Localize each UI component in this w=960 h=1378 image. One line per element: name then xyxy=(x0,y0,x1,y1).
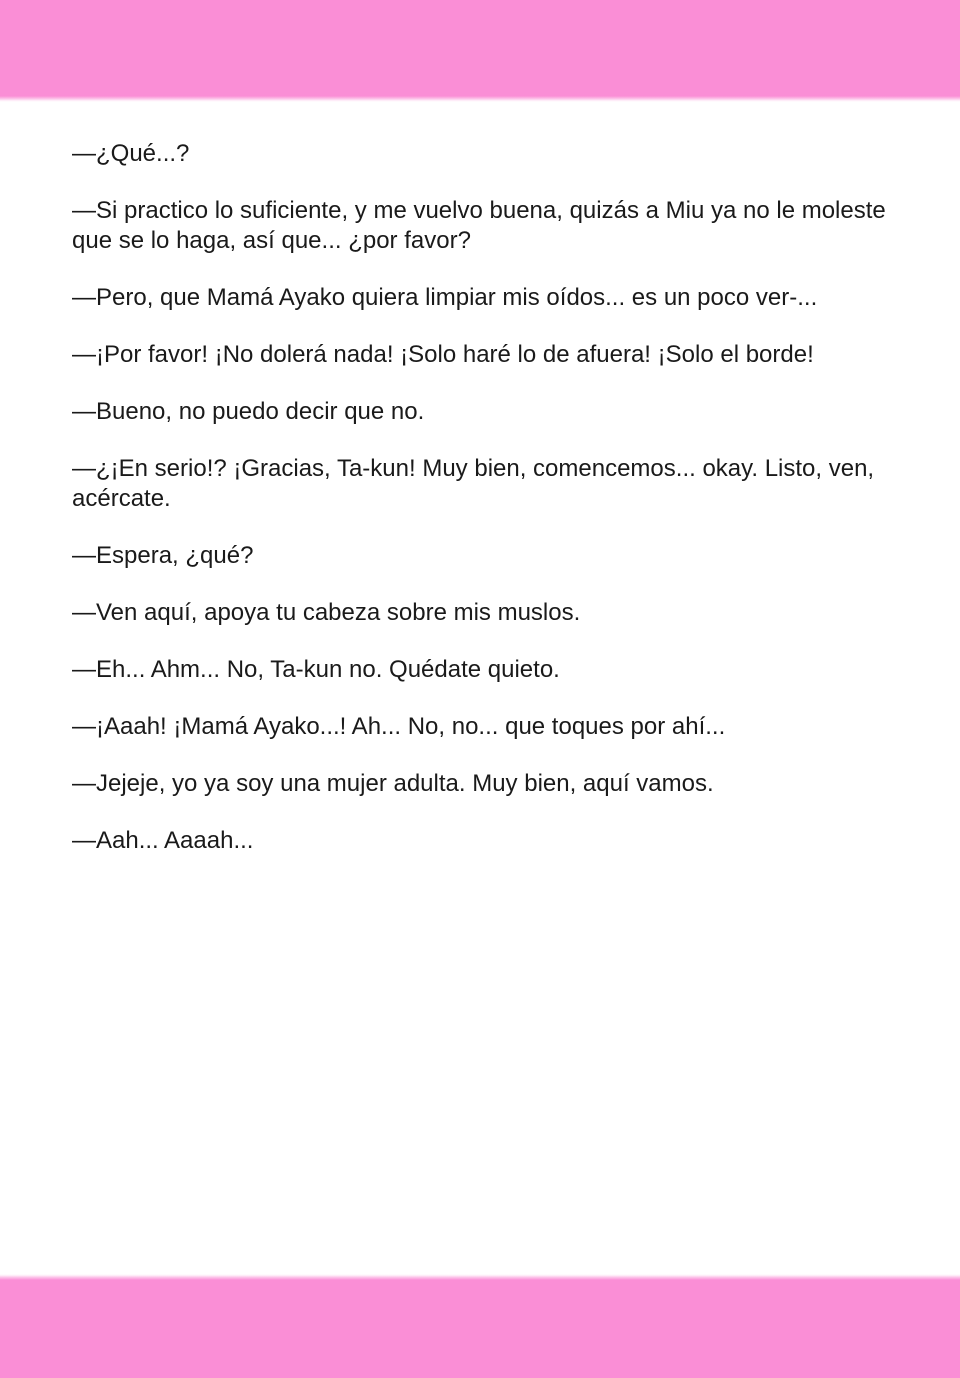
dialogue-text xyxy=(0,102,960,1274)
dialogue-line: —Aah... Aaaah... xyxy=(72,827,254,854)
dialogue-line: —Pero, que Mamá Ayako quiera limpiar mis oídos... es un poco ver-... xyxy=(72,284,818,311)
dialogue-line: —Espera, ¿qué? xyxy=(72,542,254,569)
header-bar xyxy=(0,0,960,96)
dialogue-line: —¡Por favor! ¡No dolerá nada! ¡Solo haré lo de afuera! ¡Solo el borde! xyxy=(72,341,814,368)
dialogue-line: —Si practico lo suficiente, y me vuelvo buena, quizás a Miu ya no le moleste que se lo haga, así que... ¿por favor? xyxy=(72,197,886,254)
dialogue-line: —Ven aquí, apoya tu cabeza sobre mis muslos. xyxy=(72,599,581,626)
dialogue-line: —¿Qué...? xyxy=(72,140,190,167)
dialogue-line: —¿¡En serio!? ¡Gracias, Ta-kun! Muy bien, comencemos... okay. Listo, ven, acércate. xyxy=(72,455,875,512)
dialogue-line: —Jejeje, yo ya soy una mujer adulta. Muy bien, aquí vamos. xyxy=(72,770,714,797)
dialogue-line: —Eh... Ahm... No, Ta-kun no. Quédate quieto. xyxy=(72,656,560,683)
footer-bar xyxy=(0,1280,960,1378)
dialogue-line: —Bueno, no puedo decir que no. xyxy=(72,398,425,425)
dialogue-line: —¡Aaah! ¡Mamá Ayako...! Ah... No, no... que toques por ahí... xyxy=(72,713,726,740)
